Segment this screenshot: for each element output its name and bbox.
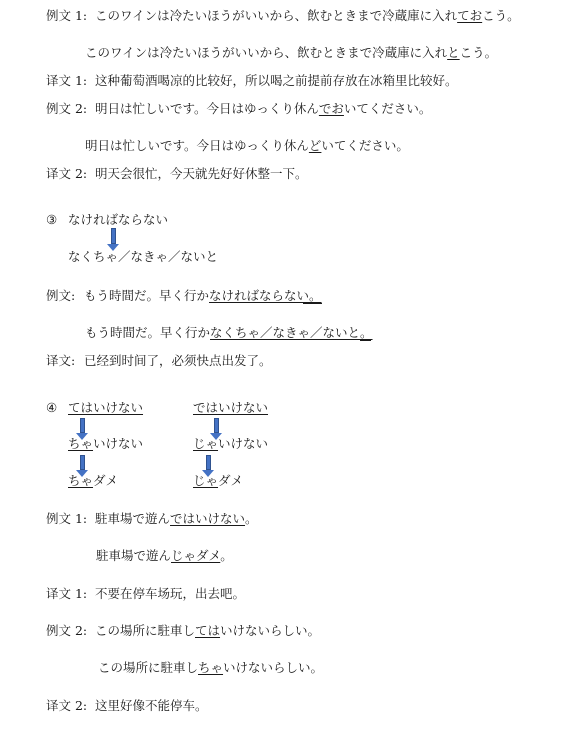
translation-label: 译文: [46, 353, 76, 368]
underline-extension [303, 303, 322, 304]
example-2-variant-line [85, 138, 409, 154]
down-arrow-icon [110, 228, 117, 251]
sentence-text: 駐車場で遊ん [95, 511, 171, 526]
sentence-text: もう時間だ。早く行か [84, 288, 210, 303]
translation-text: 不要在停车场玩，出去吧。 [95, 586, 246, 601]
sentence-text: 。 [245, 511, 258, 526]
underlined-form: ではいけない [170, 511, 246, 526]
underlined-form: ちゃ [68, 436, 94, 451]
underlined-form: てお [457, 8, 483, 23]
pattern-ja-dame [193, 473, 243, 489]
pattern-de-wa-ikenai [193, 400, 268, 416]
sentence-text: もう時間だ。早く行か [85, 325, 211, 340]
section-3-example-line [46, 288, 322, 304]
pattern-cha-dame [68, 473, 118, 489]
translation-2-line [46, 166, 308, 182]
translation-1-line [46, 73, 458, 89]
section-4-example-1-variant-line [96, 548, 233, 564]
pattern-text: ダメ [93, 473, 119, 488]
section-3-example-variant-line [85, 325, 373, 341]
translation-text: 明天会很忙，今天就先好好休整一下。 [95, 166, 308, 181]
section-number: ③ [46, 212, 58, 227]
translation-text: 这里好像不能停车。 [95, 698, 208, 713]
pattern-text: ダメ [218, 473, 244, 488]
example-1-variant-line [85, 45, 497, 61]
underlined-form: じゃ [193, 436, 219, 451]
translation-label: 译文 1: [46, 586, 88, 601]
pattern-text: いけない [218, 436, 269, 451]
underlined-form: ど [308, 138, 322, 153]
translation-label: 译文 2: [46, 698, 88, 713]
section-4-example-2-line [46, 623, 320, 639]
section-4-example-1-line [46, 511, 258, 527]
section-4-translation-1-line [46, 586, 245, 602]
underlined-form: てはいけない [68, 400, 144, 415]
underlined-form: ではいけない [193, 400, 269, 415]
grammar-pattern: なければならない [68, 212, 169, 227]
section-4-example-2-variant-line [98, 660, 323, 676]
sentence-text: 。 [220, 548, 233, 563]
section-4-translation-2-line [46, 698, 208, 714]
underlined-form: ちゃ [198, 660, 224, 675]
translation-label: 译文 1: [46, 73, 88, 88]
underlined-form: じゃダメ [171, 548, 221, 563]
sentence-text: このワインは冷たいほうがいいから、飲むときまで冷蔵庫に入れ [85, 45, 448, 60]
sentence-text: いけないらしい。 [223, 660, 324, 675]
underlined-form: でお [318, 101, 344, 116]
sentence-text: この場所に駐車し [98, 660, 199, 675]
example-1-line [46, 8, 520, 24]
sentence-text: このワインは冷たいほうがいいから、飲むときまで冷蔵庫に入れ [95, 8, 458, 23]
underlined-form: ちゃ [68, 473, 94, 488]
sentence-text: いてください。 [343, 101, 432, 116]
sentence-text: この場所に駐車し [95, 623, 196, 638]
sentence-text: こう。 [459, 45, 498, 60]
example-label: 例文: [46, 288, 76, 303]
example-2-line [46, 101, 431, 117]
sentence-text: こう。 [482, 8, 520, 23]
translation-text: 已经到时间了，必须快点出发了。 [84, 353, 272, 368]
translation-label: 译文 2: [46, 166, 88, 181]
pattern-text: いけない [93, 436, 144, 451]
example-label: 例文 2: [46, 623, 88, 638]
underline-extension [360, 340, 371, 341]
example-label: 例文 1: [46, 511, 88, 526]
underlined-form: じゃ [193, 473, 219, 488]
sentence-text: 明日は忙しいです。今日はゆっくり休ん [95, 101, 319, 116]
sentence-text: いてください。 [321, 138, 409, 153]
translation-text: 这种葡萄酒喝凉的比较好，所以喝之前提前存放在冰箱里比较好。 [95, 73, 458, 88]
example-label: 例文 2: [46, 101, 88, 116]
example-label: 例文 1: [46, 8, 88, 23]
underlined-form: と [447, 45, 460, 60]
underlined-form: ては [195, 623, 221, 638]
pattern-te-wa-ikenai [68, 400, 143, 416]
underlined-form: なければならない。 [209, 288, 322, 303]
section-4-number: ④ [46, 400, 58, 415]
pattern-ja-ikenai [193, 436, 268, 452]
section-3-heading [46, 212, 168, 228]
sentence-text: いけないらしい。 [220, 623, 321, 638]
sentence-text: 明日は忙しいです。今日はゆっくり休ん [85, 138, 309, 153]
sentence-text: 駐車場で遊ん [96, 548, 172, 563]
pattern-cha-ikenai [68, 436, 143, 452]
colloquial-variants: なくちゃ／なきゃ／ないと [68, 249, 219, 264]
section-3-translation-line [46, 353, 272, 369]
underlined-form: なくちゃ／なきゃ／ないと。 [210, 325, 373, 340]
